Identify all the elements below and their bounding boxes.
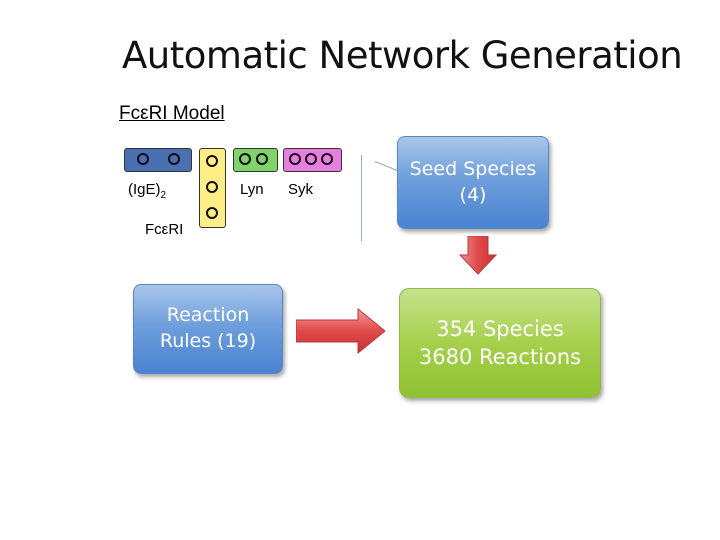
ige-label: $(IgE)_2$ xyxy=(128,181,167,201)
syk-site xyxy=(321,153,333,165)
ige-site xyxy=(168,153,180,165)
right-arrow-icon xyxy=(296,308,386,354)
syk-label: Syk xyxy=(288,181,314,198)
network-result-box xyxy=(399,288,601,398)
reaction-rules-count: Rules (19) xyxy=(159,330,257,352)
lyn-molecule xyxy=(233,148,278,172)
ige-site xyxy=(137,153,149,165)
model-label: FcεRI Model xyxy=(119,103,225,124)
separator-line xyxy=(361,155,362,241)
species-count: 354 Species xyxy=(436,316,564,341)
syk-site xyxy=(305,153,317,165)
seed-species-count: (4) xyxy=(459,183,487,206)
syk-site xyxy=(289,153,301,165)
callout-line xyxy=(375,161,399,171)
seed-species-box xyxy=(397,136,549,229)
syk-molecule xyxy=(283,148,342,172)
reactions-count: 3680 Reactions xyxy=(418,345,582,369)
fceri-site xyxy=(206,181,218,193)
down-arrow-icon xyxy=(458,236,498,276)
ige-molecule xyxy=(124,148,192,172)
fceri-molecule xyxy=(199,148,226,228)
reaction-rules-box xyxy=(133,284,283,374)
slide-title: Automatic Network Generation xyxy=(122,34,683,77)
lyn-site xyxy=(256,153,268,165)
fceri-label: FcεRI xyxy=(145,221,184,238)
fceri-site xyxy=(206,207,218,219)
reaction-rules-title: Reaction xyxy=(166,304,250,327)
lyn-site xyxy=(239,153,251,165)
fceri-site xyxy=(206,155,218,167)
lyn-label: Lyn xyxy=(240,181,264,198)
seed-species-title: Seed Species xyxy=(409,157,537,180)
